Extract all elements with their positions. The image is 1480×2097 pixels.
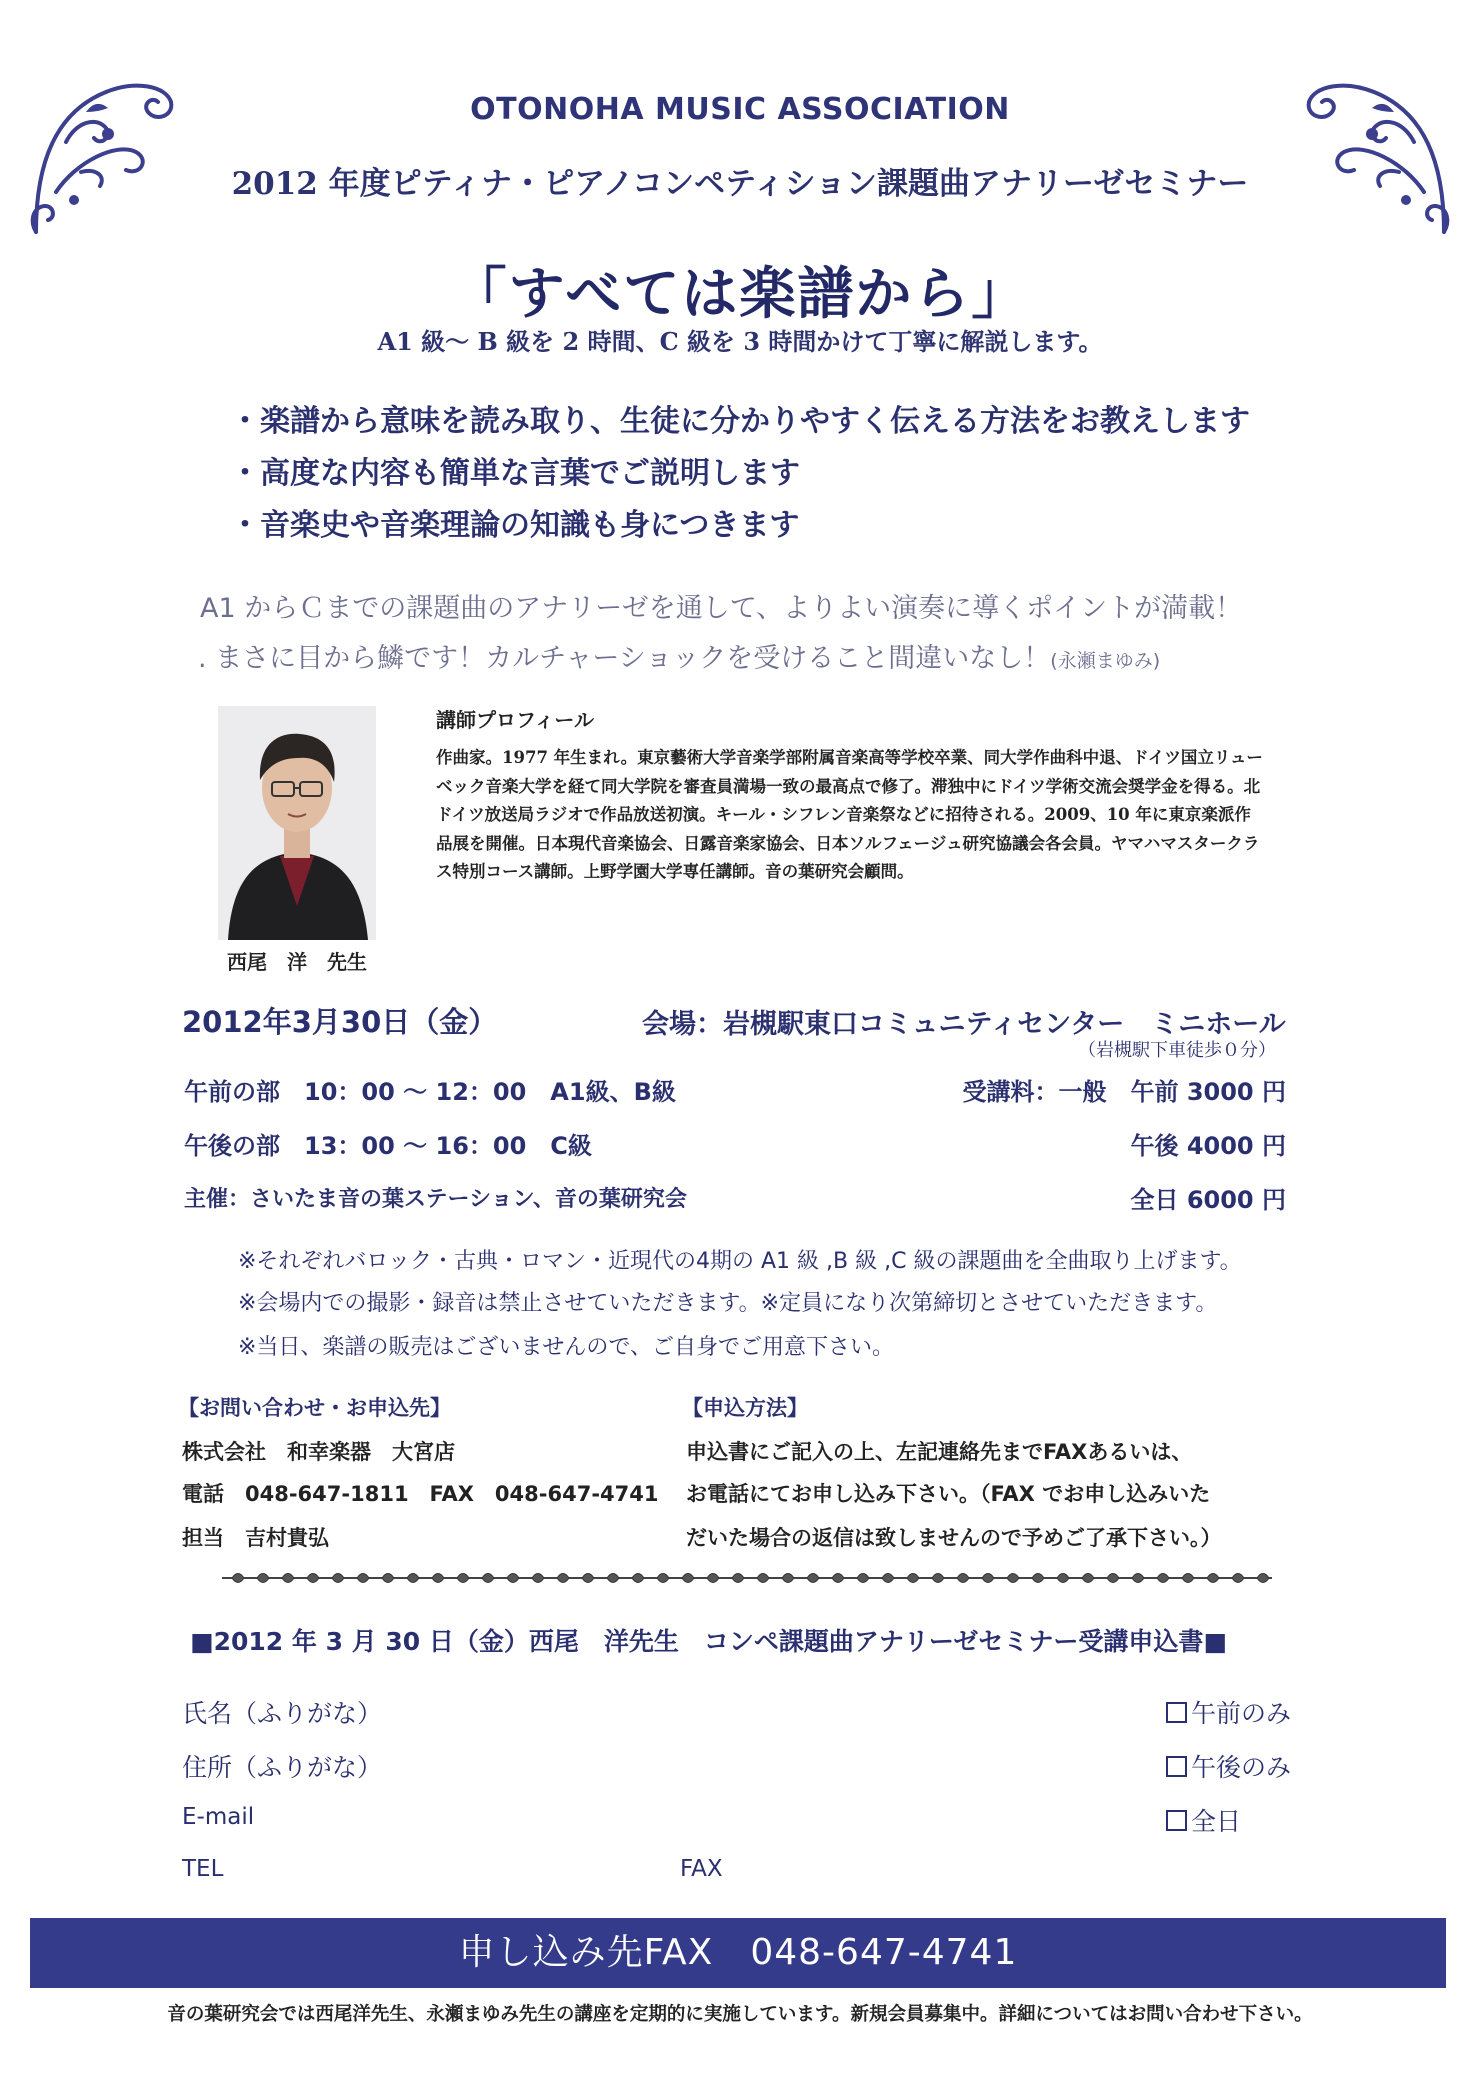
promo-attribution: (永瀬まゆみ) (1050, 650, 1161, 672)
option-label: 全日 (1191, 1807, 1242, 1836)
apply-line: お電話にてお申し込み下さい。（FAX でお申し込みいた (686, 1482, 1211, 1506)
feature-item: ・楽譜から意味を読み取り、生徒に分かりやすく伝える方法をお教えします (230, 404, 1250, 439)
feature-item: ・高度な内容も簡単な言葉でご説明します (230, 456, 800, 491)
promo-line-1: A1 からＣまでの課題曲のアナリーゼを通して、よりよい演奏に導くポイントが満載！ (200, 593, 1243, 624)
full-day-checkbox[interactable] (1166, 1810, 1187, 1831)
note-item: ※会場内での撮影・録音は禁止させていただきます。※定員になり次第締切とさせていただきます。 (238, 1291, 1218, 1316)
note-item: ※当日、楽譜の販売はございませんので、ご自身でご用意下さい。 (238, 1335, 894, 1360)
contact-phone: 電話 048-647-1811 FAX 048-647-4741 (182, 1482, 659, 1506)
fax-field-label[interactable]: FAX (680, 1856, 723, 1882)
option-label: 午後のみ (1191, 1753, 1292, 1782)
decorative-divider-icon (222, 1568, 1272, 1588)
seminar-subtitle: 2012 年度ピティナ・ピアノコンペティション課題曲アナリーゼセミナー (231, 166, 1249, 202)
event-host: 主催：さいたま音の葉ステーション、音の葉研究会 (184, 1187, 687, 1212)
apply-line: だいた場合の返信は致しませんので予めご了承下さい。） (686, 1526, 1222, 1550)
lecturer-photo (218, 706, 376, 940)
fax-banner: 申し込み先FAX 048-647-4741 (30, 1918, 1446, 1988)
contact-person: 担当 吉村貴弘 (182, 1526, 329, 1550)
lecturer-portrait-icon (218, 706, 376, 940)
option-label: 午前のみ (1191, 1699, 1292, 1728)
page-title: 「すべては楽譜から」 (450, 261, 1030, 327)
morning-session: 午前の部 10：00 ～ 12：00 A1級、B級 (184, 1078, 676, 1106)
promo-line-2 (198, 636, 1160, 675)
name-field-label[interactable]: 氏名（ふりがな） (182, 1699, 383, 1728)
email-field-label[interactable]: E-mail (182, 1804, 255, 1830)
option-morning-only[interactable] (1166, 1694, 1291, 1730)
profile-heading: 講師プロフィール (436, 708, 594, 732)
option-afternoon-only[interactable] (1166, 1748, 1291, 1784)
event-date: 2012年3月30日（金） (182, 1005, 498, 1039)
lecturer-name-caption: 西尾 洋 先生 (227, 950, 367, 974)
fee-afternoon: 午後 4000 円 (1130, 1132, 1286, 1160)
morning-checkbox[interactable] (1166, 1702, 1187, 1723)
afternoon-session: 午後の部 13：00 ～ 16：00 C級 (184, 1132, 592, 1160)
apply-heading: 【申込方法】 (682, 1396, 808, 1420)
footer-note: 音の葉研究会では西尾洋先生、永瀬まゆみ先生の講座を定期的に実施しています。新規会員募集中。詳細についてはお問い合わせ下さい。 (167, 2004, 1313, 2025)
organization-name: OTONOHA MUSIC ASSOCIATION (470, 92, 1010, 127)
profile-text: 作曲家。1977 年生まれ。東京藝術大学音楽学部附属音楽高等学校卒業、同大学作曲科中退、ドイツ国立リューベック音楽大学を経て同大学院を審査員満場一致の最高点で修了。滞独中にドイツ学術交流会奨学金を得る。北ドイツ放送局ラジオで作品放送初演。キール・シフレン音楽祭などに招待される。2009、10 年に東京楽派作品展を開催。日本現代音楽協会、日露音楽家協会、日本ソルフェージュ研究協議会各会員。ヤマハマスタークラス特別コース講師。上野学園大学専任講師。音の葉研究会顧問。 (436, 748, 1263, 881)
fee-full-day: 全日 6000 円 (1130, 1186, 1286, 1214)
tagline: A1 級～ B 級を 2 時間、C 級を 3 時間かけて丁寧に解説します。 (377, 327, 1103, 356)
contact-company: 株式会社 和幸楽器 大宮店 (182, 1440, 455, 1464)
contact-heading: 【お問い合わせ・お申込先】 (178, 1396, 451, 1420)
application-form-title: ■2012 年 3 月 30 日（金）西尾 洋先生 コンペ課題曲アナリーゼセミナー受講申込書■ (190, 1627, 1228, 1656)
event-venue: 会場：岩槻駅東口コミュニティセンター ミニホール (642, 1009, 1286, 1040)
feature-list (230, 396, 1250, 552)
tel-field-label[interactable]: TEL (182, 1856, 224, 1882)
promo-line-2-text: . まさに目から鱗です！カルチャーショックを受けること間違いなし！ (198, 643, 1051, 674)
option-full-day[interactable] (1166, 1802, 1241, 1838)
apply-line: 申込書にご記入の上、左記連絡先までFAXあるいは、 (686, 1440, 1193, 1464)
feature-item: ・音楽史や音楽理論の知識も身につきます (230, 508, 800, 543)
fee-morning: 受講料：一般 午前 3000 円 (962, 1078, 1286, 1106)
note-item: ※それぞれバロック・古典・ロマン・近現代の4期の A1 級 ,B 級 ,C 級の課題曲を全曲取り上げます。 (238, 1249, 1242, 1274)
venue-note: （岩槻駅下車徒歩０分） (1078, 1040, 1276, 1061)
address-field-label[interactable]: 住所（ふりがな） (182, 1753, 383, 1782)
afternoon-checkbox[interactable] (1166, 1756, 1187, 1777)
